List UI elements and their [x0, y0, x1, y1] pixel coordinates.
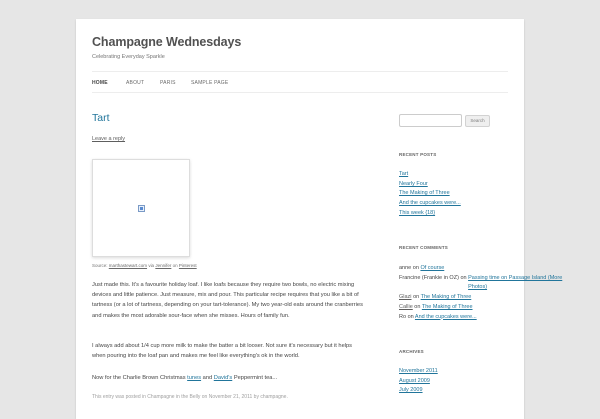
comment-post-link[interactable]: And the cupcakes were... [414, 313, 477, 320]
tunes-link[interactable]: tunes [187, 375, 202, 381]
site-description: Celebrating Everyday Sparkle [92, 54, 165, 60]
caption-source-link[interactable]: marthastewart.com [108, 263, 148, 268]
nav-item-sample-page[interactable]: SAMPLE PAGE [191, 80, 229, 86]
caption-pinterest-link[interactable]: Pinterest [178, 263, 197, 268]
comment-post-link[interactable]: The Making of Three [421, 303, 473, 310]
post-title[interactable]: Tart [92, 112, 110, 124]
archives-list [399, 367, 519, 396]
recent-post-link[interactable]: Nearly Four [399, 180, 428, 187]
comment-author-link[interactable]: Callie [399, 303, 413, 310]
recent-posts-heading: RECENT POSTS [399, 152, 437, 157]
recent-comment-item: anne on Of course [399, 265, 445, 271]
page-container [76, 19, 563, 419]
comment-post-link[interactable]: Of course [420, 265, 445, 271]
archive-link[interactable]: August 2009 [399, 377, 430, 384]
post-paragraph-3: Now for the Charlie Brown Christmas tunes and David's Peppermint tea... [92, 375, 278, 381]
archive-link[interactable]: July 2009 [399, 387, 423, 394]
archives-heading: ARCHIVES [399, 349, 424, 354]
recent-post-link[interactable]: The Making of Three [399, 190, 450, 197]
comment-author-link[interactable]: Glazi [399, 294, 412, 301]
recent-comments-list [399, 264, 563, 322]
post-paragraph-2: I always add about 1/4 cup more milk to make the batter a bit looser. Not sure it's necessary but it helps when pouring into the loaf pan and makes me feel like everything's ok in the world. [92, 343, 352, 360]
davids-link[interactable]: David's [213, 375, 233, 381]
recent-comment-item: Francine (Frankie in OZ) on Passing time on Passage Island (More Photos) [399, 274, 519, 293]
recent-post-link[interactable]: Tart [399, 171, 409, 177]
comment-post-link[interactable]: Passing time on Passage Island (More Photos) [468, 274, 563, 291]
recent-comment-item: Glazi on The Making of Three [399, 294, 472, 301]
caption-via-link[interactable]: Jennifer [155, 263, 172, 268]
nav-item-home[interactable]: HOME [92, 80, 108, 86]
post-paragraph-1: Just made this. It's a favourite holiday loaf. I like loafs because they require two bowls, no electric mixing devices and little patience. Just measure, mix and pour. This particular recipe requires that you like a bit of tartness (or a lot of tartness, depending on your tart-tolerance). My two year-old eats around the cranberries and makes the most adorable sour-face when she misses. Hours of family fun. [92, 282, 363, 319]
nav-item-paris[interactable]: PARIS [160, 80, 176, 86]
search-button[interactable]: Search [465, 115, 490, 127]
recent-posts-list [399, 170, 519, 219]
recent-post-link[interactable]: This week {18} [399, 209, 436, 216]
recent-post-link[interactable]: And the cupcakes were... [399, 200, 461, 207]
recent-comments-heading: RECENT COMMENTS [399, 245, 448, 250]
comment-post-link[interactable]: The Making of Three [420, 294, 472, 301]
search-input[interactable] [399, 114, 462, 127]
leave-reply-link[interactable]: Leave a reply [92, 136, 126, 142]
nav-item-about[interactable]: ABOUT [126, 80, 145, 86]
recent-comment-item: Ro on And the cupcakes were... [399, 313, 477, 320]
post-meta: This entry was posted in Champagne in the Belly on November 21, 2011 by champagne. [92, 394, 288, 400]
site-title[interactable]: Champagne Wednesdays [92, 35, 242, 49]
post-image-frame [92, 159, 190, 257]
broken-image-icon[interactable] [138, 205, 145, 212]
recent-comment-item: Callie on The Making of Three [399, 303, 473, 310]
archive-link[interactable]: November 2011 [399, 368, 438, 374]
image-caption: Source: marthastewart.com via Jennifer on Pinterest [92, 263, 197, 268]
main-navigation [92, 71, 508, 93]
